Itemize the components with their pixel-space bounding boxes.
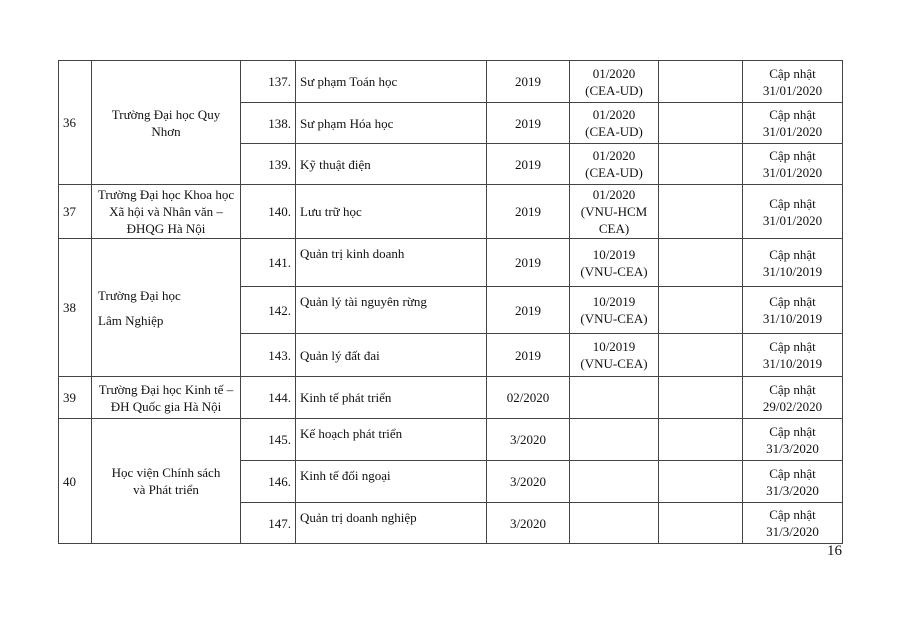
year-cell: 3/2020 — [487, 503, 570, 544]
note-line: 31/3/2020 — [766, 440, 819, 456]
empty-cell — [659, 239, 743, 287]
school-name-line: Trường Đại học Khoa học — [97, 187, 235, 202]
year-cell: 2019 — [487, 287, 570, 334]
note-cell — [743, 334, 843, 377]
cert-line: (VNU-CEA) — [580, 311, 648, 326]
table-row — [59, 377, 843, 419]
note-cell — [743, 103, 843, 144]
program-number-cell: 138. — [241, 103, 296, 144]
year-cell: 2019 — [487, 103, 570, 144]
table-row — [59, 61, 843, 103]
note-line: Cập nhật — [769, 465, 816, 481]
certification-cell — [570, 185, 659, 239]
program-name-cell: Kinh tế đối ngoại — [296, 461, 487, 503]
note-line: Cập nhật — [769, 507, 816, 522]
school-name-line: ĐH Quốc gia Hà Nội — [110, 398, 222, 414]
stt-cell: 38 — [59, 239, 92, 377]
table-row — [59, 419, 843, 461]
year-cell: 3/2020 — [487, 461, 570, 503]
certification-cell — [570, 503, 659, 544]
cert-line: (CEA-UD) — [585, 165, 643, 180]
cert-line: (VNU-CEA) — [580, 263, 648, 279]
stt-cell: 37 — [59, 185, 92, 239]
program-number-cell: 139. — [241, 144, 296, 185]
note-line: 31/01/2020 — [762, 124, 823, 139]
note-line: 29/02/2020 — [762, 398, 823, 414]
certification-cell — [570, 239, 659, 287]
program-name-cell: Kinh tế phát triển — [296, 377, 487, 419]
note-cell — [743, 239, 843, 287]
cert-line: 01/2020 — [592, 187, 636, 202]
program-number-cell: 147. — [241, 503, 296, 544]
note-line: Cập nhật — [769, 423, 816, 439]
school-name-line: và Phát triển — [133, 482, 199, 497]
program-name-cell: Kế hoạch phát triển — [296, 419, 487, 461]
note-line: Cập nhật — [769, 381, 816, 397]
cert-line: 10/2019 — [592, 339, 636, 354]
year-cell: 2019 — [487, 185, 570, 239]
year-cell: 2019 — [487, 61, 570, 103]
empty-cell — [659, 185, 743, 239]
note-line: Cập nhật — [769, 107, 816, 122]
certification-cell — [570, 419, 659, 461]
note-cell — [743, 377, 843, 419]
table-row — [59, 239, 843, 287]
note-cell — [743, 287, 843, 334]
note-line: 31/01/2020 — [762, 212, 823, 228]
school-name-line: Học viện Chính sách — [111, 465, 221, 480]
program-name-cell: Quản lý tài nguyên rừng — [296, 287, 487, 334]
school-name-line: Trường Đại học Quy — [111, 106, 221, 122]
school-name-line: Lâm Nghiệp — [98, 312, 164, 328]
school-name-line: Nhơn — [151, 123, 181, 139]
cert-line: 01/2020 — [592, 65, 636, 81]
program-number-cell: 141. — [241, 239, 296, 287]
cert-line: 01/2020 — [592, 107, 636, 122]
certification-cell — [570, 287, 659, 334]
school-name-cell — [92, 377, 241, 419]
note-cell — [743, 185, 843, 239]
program-number-cell: 146. — [241, 461, 296, 503]
empty-cell — [659, 419, 743, 461]
year-cell: 2019 — [487, 239, 570, 287]
certification-cell — [570, 334, 659, 377]
certification-cell — [570, 61, 659, 103]
certification-cell — [570, 377, 659, 419]
cert-line: (CEA-UD) — [585, 124, 643, 139]
stt-cell: 40 — [59, 419, 92, 544]
accreditation-table — [58, 60, 843, 544]
certification-cell — [570, 103, 659, 144]
note-line: 31/01/2020 — [762, 82, 823, 98]
program-name-cell: Sư phạm Toán học — [296, 61, 487, 103]
certification-cell — [570, 461, 659, 503]
note-line: 31/3/2020 — [766, 482, 819, 498]
cert-line: 10/2019 — [592, 294, 636, 309]
note-line: Cập nhật — [769, 195, 816, 211]
year-cell: 02/2020 — [487, 377, 570, 419]
empty-cell — [659, 287, 743, 334]
note-line: Cập nhật — [769, 339, 816, 354]
empty-cell — [659, 461, 743, 503]
school-name-line: Trường Đại học Kinh tế – — [98, 381, 234, 397]
program-name-cell: Quản trị kinh doanh — [296, 239, 487, 287]
program-name-cell: Kỹ thuật điện — [296, 144, 487, 185]
year-cell: 2019 — [487, 334, 570, 377]
program-name-cell: Sư phạm Hóa học — [296, 103, 487, 144]
empty-cell — [659, 334, 743, 377]
stt-cell: 36 — [59, 61, 92, 185]
note-line: Cập nhật — [769, 148, 816, 163]
year-cell: 3/2020 — [487, 419, 570, 461]
note-line: 31/01/2020 — [762, 165, 823, 180]
note-cell — [743, 61, 843, 103]
empty-cell — [659, 144, 743, 185]
school-name-line: Trường Đại học — [98, 287, 181, 303]
page-number: 16 — [827, 543, 842, 559]
cert-line: 10/2019 — [592, 246, 636, 262]
year-cell: 2019 — [487, 144, 570, 185]
cert-line: (VNU-CEA) — [580, 356, 648, 371]
school-name-cell — [92, 185, 241, 239]
empty-cell — [659, 103, 743, 144]
school-name-line: ĐHQG Hà Nội — [126, 221, 206, 236]
certification-cell — [570, 144, 659, 185]
school-name-cell — [92, 239, 241, 377]
program-number-cell: 140. — [241, 185, 296, 239]
program-number-cell: 142. — [241, 287, 296, 334]
school-name-cell — [92, 419, 241, 544]
stt-cell: 39 — [59, 377, 92, 419]
empty-cell — [659, 503, 743, 544]
note-line: Cập nhật — [769, 294, 816, 309]
program-number-cell: 144. — [241, 377, 296, 419]
note-cell — [743, 503, 843, 544]
empty-cell — [659, 377, 743, 419]
program-number-cell: 145. — [241, 419, 296, 461]
note-line: 31/10/2019 — [762, 263, 823, 279]
cert-line: (VNU-HCM — [580, 204, 648, 219]
program-name-cell: Quản lý đất đai — [296, 334, 487, 377]
note-line: 31/10/2019 — [762, 356, 823, 371]
empty-cell — [659, 61, 743, 103]
school-name-cell — [92, 61, 241, 185]
cert-line: 01/2020 — [592, 148, 636, 163]
program-number-cell: 137. — [241, 61, 296, 103]
program-name-cell: Lưu trữ học — [296, 185, 487, 239]
note-cell — [743, 144, 843, 185]
program-name-cell: Quản trị doanh nghiệp — [296, 503, 487, 544]
note-line: 31/3/2020 — [766, 524, 819, 539]
program-number-cell: 143. — [241, 334, 296, 377]
table-row — [59, 185, 843, 239]
cert-line: (CEA-UD) — [585, 82, 643, 98]
note-line: Cập nhật — [769, 246, 816, 262]
note-line: Cập nhật — [769, 65, 816, 81]
school-name-line: Xã hội và Nhân văn – — [109, 204, 223, 219]
note-line: 31/10/2019 — [762, 311, 823, 326]
cert-line: CEA) — [598, 221, 630, 236]
note-cell — [743, 419, 843, 461]
note-cell — [743, 461, 843, 503]
